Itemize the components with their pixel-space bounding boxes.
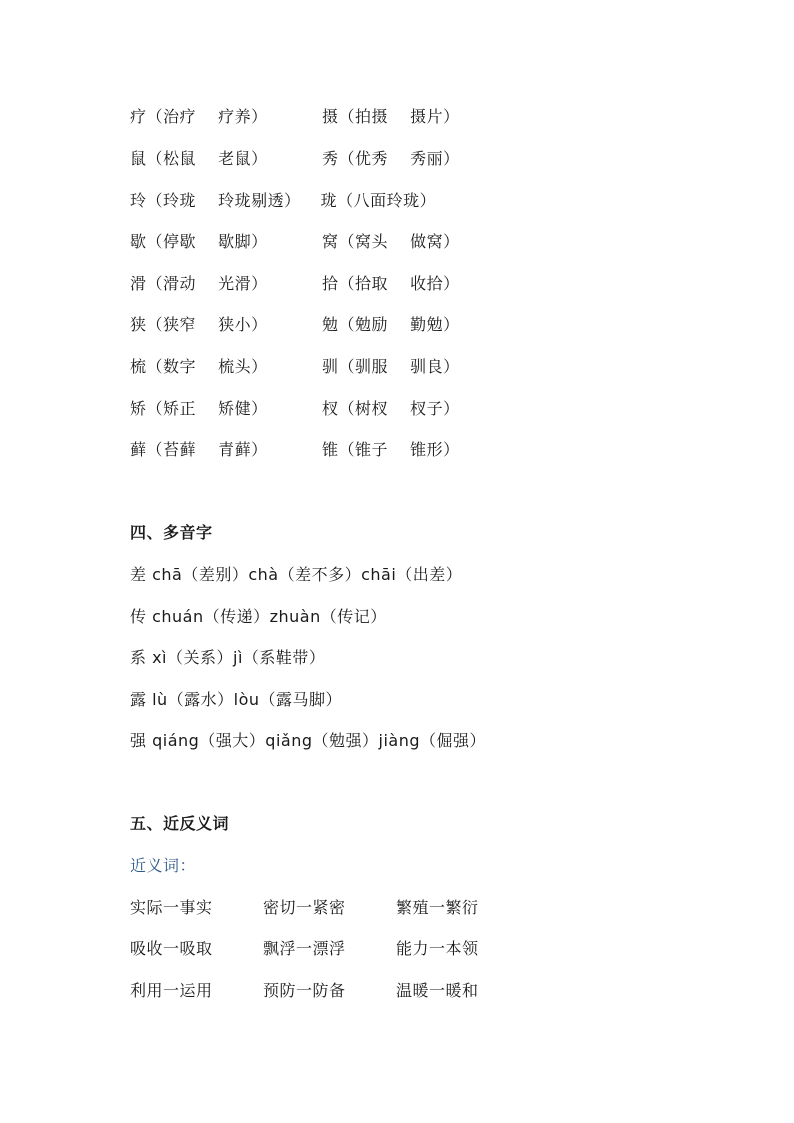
vocab-right: 秀（优秀 秀丽）: [322, 149, 460, 168]
vocab-right: 杈（树杈 杈子）: [322, 399, 460, 418]
vocab-left: 梳（数字 梳头）: [130, 357, 268, 376]
vocab-left: 矫（矫正 矫健）: [130, 399, 268, 418]
vocab-right: 锥（锥子 锥形）: [322, 440, 460, 459]
vocab-row: [130, 105, 460, 129]
polyphone-line: 强 qiáng（强大）qiǎng（勉强）jiàng（倔强）: [130, 731, 486, 750]
vocab-row: [130, 355, 460, 379]
synonym-row: [130, 896, 529, 920]
polyphone-line: 传 chuán（传递）zhuàn（传记）: [130, 607, 387, 626]
vocab-right: 勉（勉励 勤勉）: [322, 315, 460, 334]
vocab-right: 驯（驯服 驯良）: [322, 357, 460, 376]
vocab-row: [130, 397, 460, 421]
vocab-row: [130, 147, 460, 171]
vocab-row: [130, 313, 460, 337]
vocab-left: 歇（停歇 歇脚）: [130, 232, 268, 251]
synonym-pair: 温暖一暖和: [396, 981, 479, 1000]
vocab-left: 玲（玲珑 玲珑剔透）: [130, 191, 301, 210]
vocab-right: 珑（八面玲珑）: [320, 191, 437, 210]
vocab-left: 鼠（松鼠 老鼠）: [130, 149, 268, 168]
vocab-right: 摄（拍摄 摄片）: [322, 107, 460, 126]
vocab-left: 疗（治疗 疗养）: [130, 107, 268, 126]
vocab-row: [130, 189, 436, 213]
vocab-right: 拾（拾取 收拾）: [322, 274, 460, 293]
polyphone-line: 系 xì（关系）jì（系鞋带）: [130, 648, 326, 667]
synonym-pair: 能力一本领: [396, 939, 479, 958]
synonym-pair: 繁殖一繁衍: [396, 898, 479, 917]
polyphone-line: 差 chā（差别）chà（差不多）chāi（出差）: [130, 565, 463, 584]
vocab-left: 滑（滑动 光滑）: [130, 274, 268, 293]
polyphone-line: 露 lù（露水）lòu（露马脚）: [130, 690, 343, 709]
vocab-row: [130, 230, 460, 254]
section-heading-synonyms-antonyms: 五、近反义词: [130, 814, 230, 833]
vocab-row: [130, 438, 460, 462]
vocab-left: 藓（苔藓 青藓）: [130, 440, 268, 459]
synonym-pair: 预防一防备: [263, 981, 346, 1000]
synonym-pair: 密切一紧密: [263, 898, 346, 917]
section-heading-polyphones: 四、多音字: [130, 523, 213, 542]
synonym-pair: 飘浮一漂浮: [263, 939, 346, 958]
synonym-pair: 吸收一吸取: [130, 939, 213, 958]
synonym-row: [130, 937, 529, 961]
synonym-pair: 实际一事实: [130, 898, 213, 917]
synonyms-subheading: 近义词：: [130, 856, 197, 875]
vocab-right: 窝（窝头 做窝）: [322, 232, 460, 251]
vocab-row: [130, 272, 460, 296]
synonym-pair: 利用一运用: [130, 981, 213, 1000]
synonym-row: [130, 979, 529, 1003]
vocab-left: 狭（狭窄 狭小）: [130, 315, 268, 334]
